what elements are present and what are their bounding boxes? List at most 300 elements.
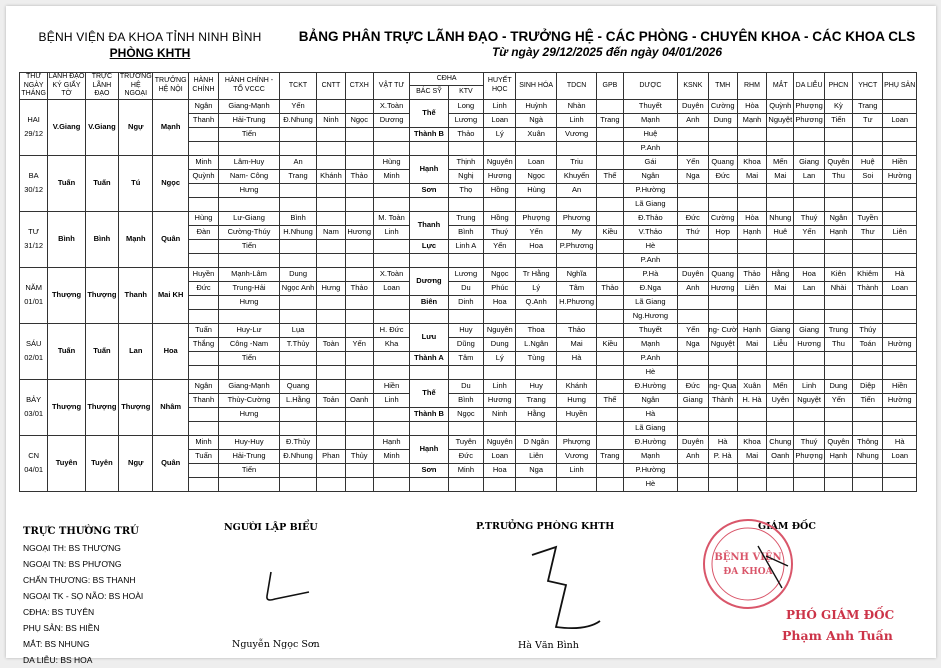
- table-cell: Phượng: [516, 211, 556, 225]
- table-cell: [345, 253, 373, 267]
- table-cell: [794, 239, 824, 253]
- table-cell: Hoa: [484, 463, 516, 477]
- table-cell: Thanh: [188, 393, 218, 407]
- table-cell: Thủy: [345, 449, 373, 463]
- table-cell: Phương: [556, 211, 596, 225]
- table-cell: Tuấn: [188, 323, 218, 337]
- table-cell: Thịnh: [448, 155, 483, 169]
- department-name: PHÒNG KHTH: [109, 46, 191, 60]
- table-cell: [597, 309, 623, 323]
- table-cell: Thượng: [85, 267, 118, 323]
- table-cell: Đ.Nga: [623, 281, 678, 295]
- table-cell: [373, 351, 409, 365]
- date: 30/12: [24, 185, 44, 194]
- weekday: CN: [28, 451, 40, 460]
- table-cell: [678, 127, 708, 141]
- table-cell: [556, 477, 596, 491]
- column-header: TDCN: [556, 73, 596, 100]
- table-cell: [678, 421, 708, 435]
- preparer-signature: [261, 566, 321, 606]
- table-cell: [597, 99, 623, 113]
- column-header: TMH: [708, 73, 737, 100]
- table-cell: [794, 253, 824, 267]
- table-cell: Nhung: [767, 211, 794, 225]
- table-cell: Thượng: [85, 379, 118, 435]
- table-cell: Thứ: [678, 225, 708, 239]
- table-cell: [345, 183, 373, 197]
- table-cell: [737, 421, 766, 435]
- vice-director-title: PHÓ GIÁM ĐỐC: [786, 608, 895, 622]
- table-cell: [853, 295, 883, 309]
- table-cell: [883, 365, 917, 379]
- table-cell: Hè: [623, 365, 678, 379]
- table-cell: [317, 197, 345, 211]
- duty-line: CHẤN THƯƠNG: BS THANH: [23, 575, 136, 585]
- table-cell: [484, 365, 516, 379]
- table-cell: Ng.Hương: [623, 309, 678, 323]
- table-cell: [279, 295, 316, 309]
- table-cell: [373, 253, 409, 267]
- table-cell: Lụa: [279, 323, 316, 337]
- table-cell: [317, 309, 345, 323]
- weekday: BẢY: [26, 395, 42, 404]
- table-cell: V.Giang: [48, 99, 85, 155]
- table-cell: [317, 141, 345, 155]
- table-cell: Trang: [279, 169, 316, 183]
- table-cell: Thọ: [448, 183, 483, 197]
- day-cell: [20, 267, 48, 323]
- table-cell: X.Toàn: [373, 99, 409, 113]
- table-cell: Thành: [708, 393, 737, 407]
- table-cell: Long: [448, 99, 483, 113]
- table-cell: [345, 365, 373, 379]
- table-cell: [317, 99, 345, 113]
- table-cell: [345, 421, 373, 435]
- column-header: PHCN: [824, 73, 852, 100]
- table-cell: [448, 141, 483, 155]
- column-header: CTXH: [345, 73, 373, 100]
- table-cell: [824, 127, 852, 141]
- table-cell: Thoa: [516, 323, 556, 337]
- table-cell: Kiên: [824, 267, 852, 281]
- table-cell: [556, 253, 596, 267]
- table-cell: [219, 477, 280, 491]
- table-cell: Kha: [373, 337, 409, 351]
- table-cell: Thế: [410, 379, 448, 407]
- table-cell: [708, 421, 737, 435]
- table-cell: [737, 477, 766, 491]
- table-cell: Hà: [883, 267, 917, 281]
- table-cell: [484, 421, 516, 435]
- table-cell: Hưng: [219, 295, 280, 309]
- table-cell: [708, 351, 737, 365]
- table-cell: [597, 197, 623, 211]
- table-cell: [597, 323, 623, 337]
- table-cell: [597, 379, 623, 393]
- table-cell: Loan: [516, 155, 556, 169]
- table-cell: [317, 477, 345, 491]
- table-cell: [279, 463, 316, 477]
- table-cell: Du: [448, 281, 483, 295]
- table-cell: Trung: [824, 323, 852, 337]
- table-cell: Trang: [597, 449, 623, 463]
- table-cell: Hưng: [556, 393, 596, 407]
- table-cell: Quỳnh: [767, 99, 794, 113]
- table-cell: Hè: [623, 477, 678, 491]
- table-cell: [597, 267, 623, 281]
- table-cell: An: [279, 155, 316, 169]
- table-cell: Tiến: [853, 393, 883, 407]
- table-cell: Phượng: [794, 449, 824, 463]
- table-cell: [824, 141, 852, 155]
- table-cell: [317, 435, 345, 449]
- table-cell: [317, 155, 345, 169]
- table-cell: Dung: [279, 267, 316, 281]
- table-cell: [883, 407, 917, 421]
- resident-duty-list: [23, 524, 143, 668]
- table-cell: [345, 197, 373, 211]
- table-cell: Linh: [484, 99, 516, 113]
- table-cell: [345, 435, 373, 449]
- table-cell: [824, 477, 852, 491]
- table-cell: [516, 141, 556, 155]
- table-cell: Hiền: [883, 155, 917, 169]
- table-row: [20, 435, 917, 449]
- table-cell: [373, 421, 409, 435]
- table-cell: [373, 365, 409, 379]
- table-cell: Hùng: [188, 211, 218, 225]
- table-cell: Huy-Huy: [219, 435, 280, 449]
- table-cell: [883, 211, 917, 225]
- column-header: VẬT TƯ: [373, 73, 409, 100]
- table-cell: Tuyên: [48, 435, 85, 491]
- column-header: TRỰC LÃNH ĐẠO: [85, 73, 118, 100]
- table-cell: Thành B: [410, 407, 448, 421]
- table-cell: [556, 197, 596, 211]
- table-cell: [708, 477, 737, 491]
- table-cell: Thu: [824, 169, 852, 183]
- table-cell: Lưu: [410, 323, 448, 351]
- table-cell: Giang: [794, 155, 824, 169]
- table-cell: Lã Giang: [623, 421, 678, 435]
- table-cell: Mạnh: [737, 113, 766, 127]
- table-cell: [317, 183, 345, 197]
- column-header: DƯỢC: [623, 73, 678, 100]
- table-cell: Quang: [708, 155, 737, 169]
- table-cell: Lý: [484, 351, 516, 365]
- table-cell: Nhâm: [153, 379, 188, 435]
- table-cell: [678, 183, 708, 197]
- date-range: Từ ngày 29/12/2025 đến ngày 04/01/2026: [491, 45, 723, 59]
- table-cell: [188, 477, 218, 491]
- table-cell: Thượng: [48, 379, 85, 435]
- table-cell: [824, 421, 852, 435]
- table-cell: [279, 239, 316, 253]
- table-cell: Giang-Mạnh: [219, 379, 280, 393]
- table-cell: P.Anh: [623, 351, 678, 365]
- table-cell: [853, 477, 883, 491]
- table-cell: Thế: [410, 99, 448, 127]
- day-cell: [20, 435, 48, 491]
- table-cell: Hùng: [516, 183, 556, 197]
- table-cell: Bình: [48, 211, 85, 267]
- table-cell: Giang: [678, 393, 708, 407]
- table-cell: [737, 239, 766, 253]
- table-cell: [708, 463, 737, 477]
- table-cell: Yến: [279, 99, 316, 113]
- table-cell: Hưng: [317, 281, 345, 295]
- table-cell: Lan: [119, 323, 153, 379]
- table-cell: [597, 477, 623, 491]
- table-cell: [188, 309, 218, 323]
- table-cell: [737, 407, 766, 421]
- table-cell: Thượng: [48, 267, 85, 323]
- table-cell: [484, 253, 516, 267]
- table-cell: Quân: [153, 435, 188, 491]
- table-cell: Đức: [678, 379, 708, 393]
- table-cell: [597, 141, 623, 155]
- table-cell: [317, 379, 345, 393]
- table-cell: Ngọc Anh: [279, 281, 316, 295]
- table-cell: L.Hằng: [279, 393, 316, 407]
- table-cell: [597, 421, 623, 435]
- table-cell: [794, 351, 824, 365]
- table-cell: [373, 295, 409, 309]
- table-cell: Huệ: [623, 127, 678, 141]
- table-cell: Yến: [678, 155, 708, 169]
- table-cell: [794, 365, 824, 379]
- table-cell: Hạnh: [824, 449, 852, 463]
- table-cell: Tuấn: [48, 323, 85, 379]
- table-cell: Yến: [516, 225, 556, 239]
- table-cell: Linh: [373, 225, 409, 239]
- table-cell: [794, 309, 824, 323]
- table-cell: Lương: [448, 113, 483, 127]
- table-cell: Lã Giang: [623, 197, 678, 211]
- table-cell: Khánh: [556, 379, 596, 393]
- header-row: [20, 73, 917, 86]
- table-cell: [448, 365, 483, 379]
- table-cell: Soi: [853, 169, 883, 183]
- table-cell: Triu: [556, 155, 596, 169]
- table-cell: Nam- Công: [219, 169, 280, 183]
- table-cell: Huy: [448, 323, 483, 337]
- date: 29/12: [24, 129, 44, 138]
- table-cell: [484, 309, 516, 323]
- table-cell: M. Toàn: [373, 211, 409, 225]
- table-cell: Nga: [678, 337, 708, 351]
- column-header: TRƯỞNG HỆ NỘI: [153, 73, 188, 100]
- table-cell: Loan: [373, 281, 409, 295]
- table-cell: [737, 351, 766, 365]
- table-cell: Tư: [853, 113, 883, 127]
- column-header: KTV: [448, 86, 483, 99]
- table-cell: [737, 141, 766, 155]
- table-row: [20, 155, 917, 169]
- column-header: SINH HÓA: [516, 73, 556, 100]
- table-cell: Lâm-Huy: [219, 155, 280, 169]
- table-cell: [737, 197, 766, 211]
- table-cell: Yến: [484, 239, 516, 253]
- table-cell: [373, 407, 409, 421]
- table-cell: [883, 295, 917, 309]
- table-cell: Hòa: [737, 99, 766, 113]
- table-cell: Thảo: [597, 281, 623, 295]
- table-cell: [824, 295, 852, 309]
- table-cell: Tuấn: [188, 449, 218, 463]
- table-cell: H.Nhung: [279, 225, 316, 239]
- roster-table: [19, 72, 917, 492]
- table-cell: Lực: [410, 239, 448, 253]
- table-cell: [824, 253, 852, 267]
- table-cell: Thảo: [345, 281, 373, 295]
- table-cell: [883, 309, 917, 323]
- table-cell: Liên: [883, 225, 917, 239]
- table-cell: [484, 197, 516, 211]
- table-cell: [448, 309, 483, 323]
- column-header: CNTT: [317, 73, 345, 100]
- table-cell: ng- Qua: [708, 379, 737, 393]
- table-cell: [373, 239, 409, 253]
- table-cell: Phượng: [794, 99, 824, 113]
- table-cell: [824, 463, 852, 477]
- table-cell: Đ.Hường: [623, 435, 678, 449]
- table-cell: Ngân: [188, 379, 218, 393]
- table-cell: [708, 365, 737, 379]
- table-cell: Loan: [883, 281, 917, 295]
- table-cell: Ninh: [484, 407, 516, 421]
- table-cell: Nguyệt: [708, 337, 737, 351]
- table-cell: [853, 463, 883, 477]
- table-cell: Hường: [883, 337, 917, 351]
- table-cell: Hương: [484, 169, 516, 183]
- table-cell: Quang: [708, 267, 737, 281]
- table-cell: [279, 197, 316, 211]
- table-cell: [708, 141, 737, 155]
- table-cell: Cường: [708, 211, 737, 225]
- svg-text:BỆNH VIỆN: BỆNH VIỆN: [714, 552, 782, 563]
- table-cell: Nhung: [853, 449, 883, 463]
- table-cell: Trung: [448, 211, 483, 225]
- table-cell: H.Phương: [556, 295, 596, 309]
- table-cell: Thảo: [448, 127, 483, 141]
- table-cell: [794, 183, 824, 197]
- table-cell: [678, 253, 708, 267]
- table-cell: [767, 463, 794, 477]
- table-cell: [345, 211, 373, 225]
- table-cell: [317, 351, 345, 365]
- table-cell: [556, 365, 596, 379]
- table-cell: [597, 211, 623, 225]
- table-cell: [883, 99, 917, 113]
- table-cell: Tr Hằng: [516, 267, 556, 281]
- table-cell: Du: [448, 379, 483, 393]
- table-cell: [678, 463, 708, 477]
- table-cell: Hà: [623, 407, 678, 421]
- table-cell: Mai: [767, 169, 794, 183]
- table-cell: Xuân: [516, 127, 556, 141]
- table-cell: [410, 309, 448, 323]
- table-cell: [279, 365, 316, 379]
- table-cell: [824, 351, 852, 365]
- table-cell: [188, 351, 218, 365]
- table-cell: [737, 253, 766, 267]
- table-cell: Đàn: [188, 225, 218, 239]
- table-cell: Tuyên: [85, 435, 118, 491]
- table-cell: [883, 463, 917, 477]
- table-cell: Minh: [373, 169, 409, 183]
- table-cell: [767, 127, 794, 141]
- table-cell: Đức: [678, 211, 708, 225]
- table-cell: Khánh: [317, 169, 345, 183]
- table-cell: [794, 407, 824, 421]
- table-cell: Quyên: [824, 435, 852, 449]
- table-cell: Sơn: [410, 183, 448, 197]
- table-cell: Đ.Nhung: [279, 113, 316, 127]
- table-cell: Ngự: [119, 99, 153, 155]
- table-cell: Tuấn: [85, 155, 118, 211]
- table-cell: [484, 141, 516, 155]
- table-cell: Trung-Hải: [219, 281, 280, 295]
- table-cell: Thành B: [410, 127, 448, 141]
- table-cell: Thuý: [484, 225, 516, 239]
- table-cell: [824, 309, 852, 323]
- table-cell: [448, 253, 483, 267]
- table-cell: Loan: [484, 113, 516, 127]
- table-cell: Liên: [516, 449, 556, 463]
- duty-line: DA LIỄU: BS HOA: [23, 655, 93, 665]
- table-cell: Minh: [188, 155, 218, 169]
- date: 03/01: [24, 409, 44, 418]
- table-cell: V.Thảo: [623, 225, 678, 239]
- table-cell: Tiến: [219, 463, 280, 477]
- table-cell: Huyền: [556, 407, 596, 421]
- table-cell: Lý: [484, 127, 516, 141]
- table-cell: [853, 407, 883, 421]
- table-cell: Thông: [853, 435, 883, 449]
- duty-line: NGOẠI TH: BS THƯỢNG: [23, 543, 121, 553]
- table-cell: [853, 197, 883, 211]
- table-cell: Hùng: [373, 155, 409, 169]
- table-cell: [373, 463, 409, 477]
- table-cell: [678, 141, 708, 155]
- table-cell: Nhàn: [556, 99, 596, 113]
- table-cell: [188, 365, 218, 379]
- table-cell: [597, 295, 623, 309]
- table-cell: X.Toàn: [373, 267, 409, 281]
- table-cell: [853, 309, 883, 323]
- table-cell: Lư-Giang: [219, 211, 280, 225]
- table-cell: Quân: [153, 211, 188, 267]
- table-cell: P.Anh: [623, 253, 678, 267]
- table-cell: [597, 407, 623, 421]
- table-cell: Thanh: [119, 267, 153, 323]
- table-cell: Trang: [597, 113, 623, 127]
- weekday: BA: [28, 171, 39, 180]
- table-cell: [410, 477, 448, 491]
- table-cell: [317, 463, 345, 477]
- table-cell: [794, 463, 824, 477]
- table-cell: Hải-Trung: [219, 449, 280, 463]
- table-cell: Q.Anh: [516, 295, 556, 309]
- table-cell: Oanh: [767, 449, 794, 463]
- table-cell: [737, 295, 766, 309]
- director-title: GIÁM ĐỐC: [758, 521, 816, 532]
- table-cell: [708, 309, 737, 323]
- table-cell: [708, 183, 737, 197]
- table-cell: Linh: [484, 379, 516, 393]
- table-cell: [824, 183, 852, 197]
